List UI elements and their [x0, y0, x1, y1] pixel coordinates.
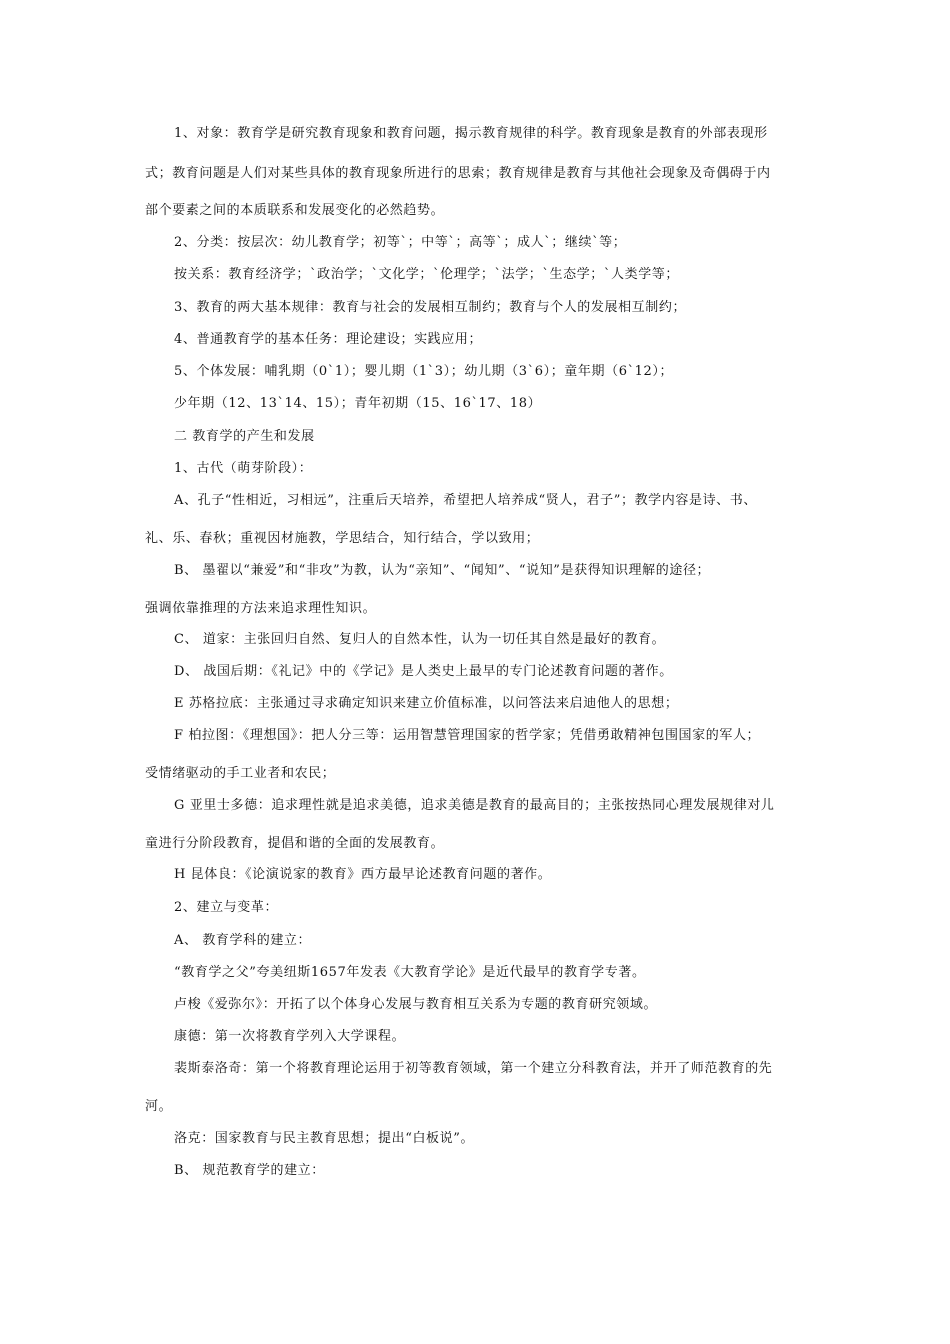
text-line: 部个要素之间的本质联系和发展变化的必然趋势。	[145, 203, 445, 218]
text-line: A、孔子“性相近，习相远”，注重后天培养，希望把人培养成“贤人，君子”；教学内容是诗、书、	[174, 493, 757, 508]
text-line: 1、对象：教育学是研究教育现象和教育问题，揭示教育规律的科学。教育现象是教育的外部表现形	[174, 126, 768, 141]
text-line: D、 战国后期：《礼记》中的《学记》是人类史上最早的专门论述教育问题的著作。	[174, 664, 673, 679]
text-line: 式；教育问题是人们对某些具体的教育现象所进行的思索；教育规律是教育与其他社会现象及奇偶碍于内	[145, 166, 771, 181]
text-line: 2、建立与变革：	[174, 900, 279, 915]
text-line: 礼、乐、春秋；重视因材施教，学思结合，知行结合，学以致用；	[145, 531, 540, 546]
text-line: 2、分类：按层次：幼儿教育学；初等`；中等`；高等`；成人`；继续`等；	[174, 235, 627, 250]
text-line: 3、教育的两大基本规律：教育与社会的发展相互制约；教育与个人的发展相互制约；	[174, 300, 687, 315]
text-line: H 昆体良：《论演说家的教育》西方最早论述教育问题的著作。	[174, 867, 552, 882]
text-line: 1、古代（萌芽阶段）：	[174, 461, 313, 476]
text-line: 按关系：教育经济学；`政治学；`文化学；`伦理学；`法学；`生态学；`人类学等；	[174, 267, 680, 282]
text-line: 5、个体发展：哺乳期（0`1）；婴儿期（1`3）；幼儿期（3`6）；童年期（6`12）；	[174, 364, 674, 379]
text-line: 卢梭《爱弥尔》：开拓了以个体身心发展与教育相互关系为专题的教育研究领域。	[174, 997, 658, 1012]
text-line: “教育学之父”夸美纽斯1657年发表《大教育学论》是近代最早的教育学专著。	[174, 965, 646, 980]
text-line: F 柏拉图：《理想国》：把人分三等：运用智慧管理国家的哲学家；凭借勇敢精神包围国家的军人；	[174, 728, 761, 743]
text-line: 康德：第一次将教育学列入大学课程。	[174, 1029, 406, 1044]
text-line: 童进行分阶段教育，提倡和谐的全面的发展教育。	[145, 836, 445, 851]
text-line: 受情绪驱动的手工业者和农民；	[145, 766, 336, 781]
text-line: B、 规范教育学的建立：	[174, 1163, 325, 1178]
text-line: 强调依靠推理的方法来追求理性知识。	[145, 601, 377, 616]
text-line: B、 墨翟以“兼爱”和“非攻”为教，认为“亲知”、“闻知”、“说知”是获得知识理解的途径；	[174, 563, 711, 578]
text-line: 洛克：国家教育与民主教育思想；提出“白板说”。	[174, 1131, 475, 1146]
text-line: G 亚里士多德：追求理性就是追求美德，追求美德是教育的最高目的；主张按热同心理发展规律对儿	[174, 798, 775, 813]
text-line: C、 道家：主张回归自然、复归人的自然本性，认为一切任其自然是最好的教育。	[174, 632, 666, 647]
text-line: 4、普通教育学的基本任务：理论建设；实践应用；	[174, 332, 483, 347]
text-line: A、 教育学科的建立：	[174, 933, 312, 948]
text-line: E 苏格拉底：主张通过寻求确定知识来建立价值标准，以问答法来启迪他人的思想；	[174, 696, 679, 711]
section-heading: 二 教育学的产生和发展	[174, 429, 315, 444]
text-line: 少年期（12、13`14、15）；青年初期（15、16`17、18）	[174, 396, 542, 411]
text-line: 裴斯泰洛奇：第一个将教育理论运用于初等教育领域，第一个建立分科教育法，并开了师范教育的先	[174, 1061, 773, 1076]
text-line: 河。	[145, 1099, 173, 1114]
